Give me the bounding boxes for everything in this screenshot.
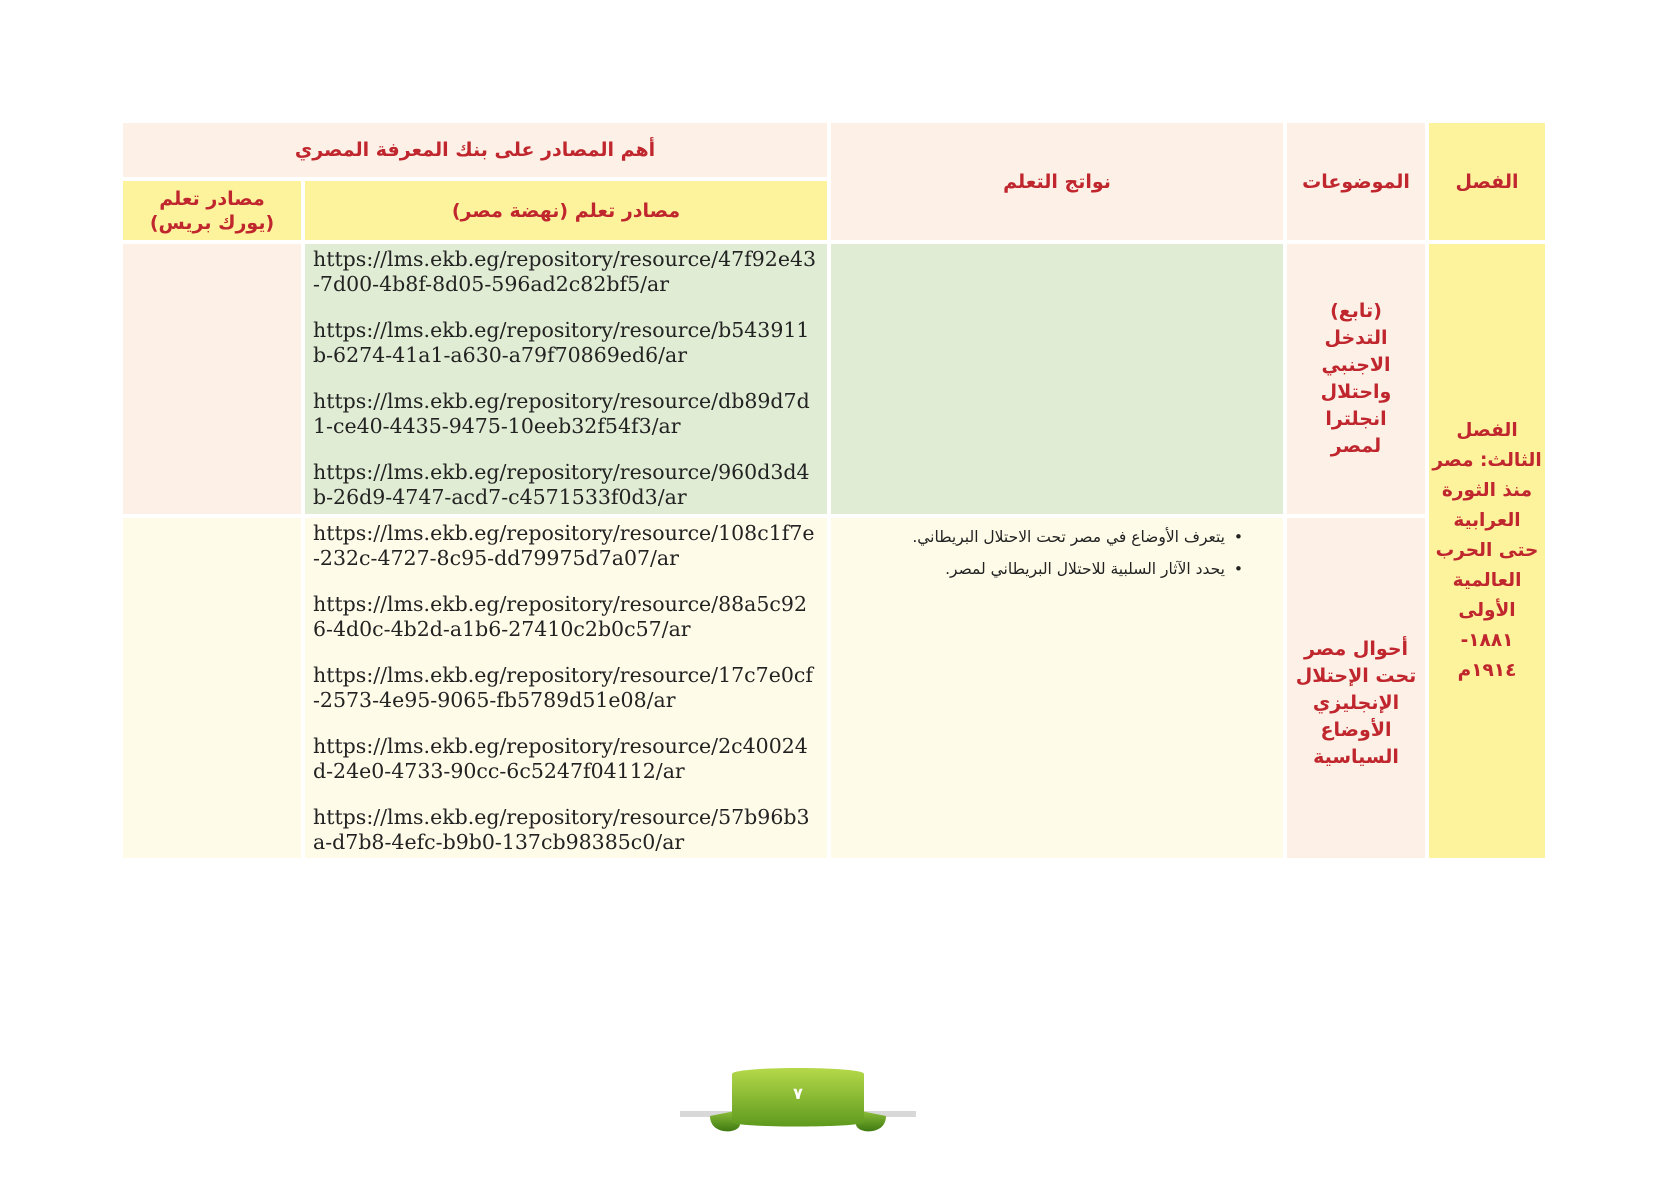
row2-topic-cell [1287,518,1425,858]
row1-links-cell [305,244,827,514]
chapter-cell [1429,244,1545,858]
outcome-item: • يحدد الآثار السلبية للاحتلال البريطاني لمصر. [831,560,1243,578]
header-sources-nahdet [305,181,827,240]
resource-link[interactable]: https://lms.ekb.eg/repository/resource/960d3d4b-26d9-4747-acd7-c4571533f0d3/ar [313,460,810,509]
resource-link[interactable]: https://lms.ekb.eg/repository/resource/2c40024d-24e0-4733-90cc-6c5247f04112/ar [313,734,808,783]
header-chapter-text: الفصل [1455,170,1519,193]
outcome-item: • يتعرف الأوضاع في مصر تحت الاحتلال البريطاني. [831,528,1243,546]
row2-topic: أحوال مصر تحت الإحتلال الإنجليزي الأوضاع السياسية [1295,637,1417,768]
header-sources-nahdet-text: مصادر تعلم (نهضة مصر) [451,199,681,222]
resource-link[interactable]: https://lms.ekb.eg/repository/resource/47f92e43-7d00-4b8f-8d05-596ad2c82bf5/ar [313,247,817,296]
row2-york-cell [123,518,301,858]
row2-outcomes-cell [831,518,1283,858]
row1-topic-cell [1287,244,1425,514]
row1-york-cell [123,244,301,514]
header-topics-text: الموضوعات [1302,170,1410,193]
header-topics [1287,123,1425,240]
row2-links-cell [305,518,827,858]
header-sources-york-text: مصادر تعلم (يورك بريس) [149,187,275,234]
row1-topic: (تابع) التدخل الاجنبي واحتلال انجلترا لمصر [1320,300,1392,457]
page-number: ٧ [793,1084,803,1103]
resource-link[interactable]: https://lms.ekb.eg/repository/resource/db89d7d1-ce40-4435-9475-10eeb32f54f3/ar [313,389,810,438]
header-outcomes [831,123,1283,240]
page-number-ribbon [680,1066,916,1134]
header-sources-york [123,181,301,240]
resource-link[interactable]: https://lms.ekb.eg/repository/resource/88a5c926-4d0c-4b2d-a1b6-27410c2b0c57/ar [313,592,808,641]
header-sources-group [123,123,827,177]
header-chapter [1429,123,1545,240]
row1-outcomes-cell [831,244,1283,514]
resource-link[interactable]: https://lms.ekb.eg/repository/resource/17c7e0cf-2573-4e95-9065-fb5789d51e08/ar [313,663,813,712]
header-sources-group-text: أهم المصادر على بنك المعرفة المصري [294,139,656,161]
header-outcomes-text: نواتج التعلم [1003,170,1111,193]
resource-link[interactable]: https://lms.ekb.eg/repository/resource/b543911b-6274-41a1-a630-a79f70869ed6/ar [313,318,810,367]
chapter-name: الفصل الثالث: مصر منذ الثورة العرابية حتى الحرب العالمية الأولى ١٨٨١- ١٩١٤م [1432,420,1542,681]
resource-link[interactable]: https://lms.ekb.eg/repository/resource/57b96b3a-d7b8-4efc-b9b0-137cb98385c0/ar [313,805,810,854]
resource-link[interactable]: https://lms.ekb.eg/repository/resource/108c1f7e-232c-4727-8c95-dd79975d7a07/ar [313,521,815,570]
outcomes-list [831,528,1243,578]
